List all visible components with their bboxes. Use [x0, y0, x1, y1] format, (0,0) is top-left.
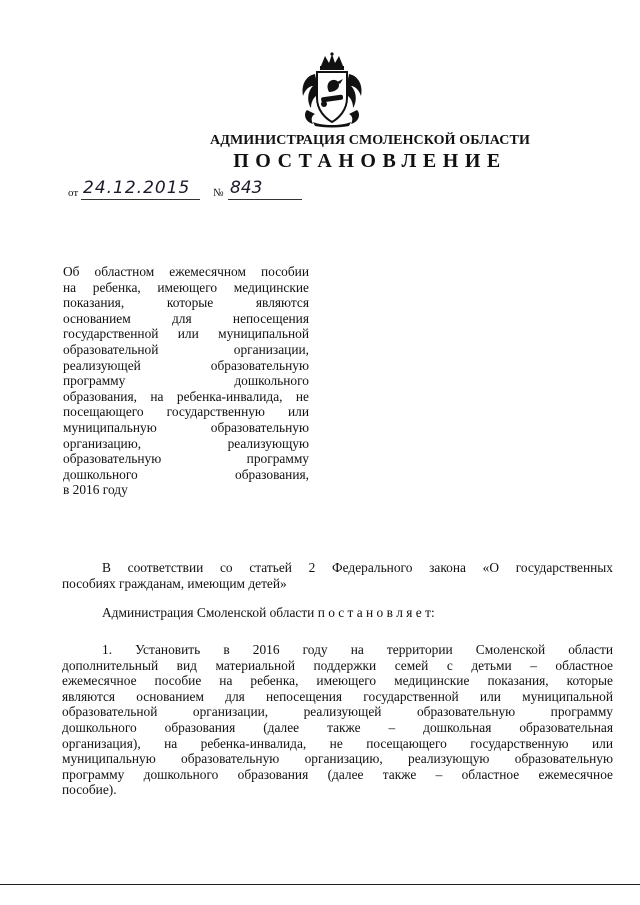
paragraph-line: 1. Установить в 2016 году на территории Смоленской области: [102, 642, 613, 657]
clause-1-paragraph: [62, 642, 613, 798]
organization-name: АДМИНИСТРАЦИЯ СМОЛЕНСКОЙ ОБЛАСТИ: [210, 133, 530, 148]
subject-line: программу дошкольного: [63, 373, 309, 389]
handwritten-date: 24.12.2015: [81, 177, 200, 200]
subject-line: посещающего государственную или: [63, 404, 309, 420]
paragraph-line: организация), на ребенка-инвалида, не посещающего государственную или: [62, 735, 613, 751]
subject-line: образования, на ребенка-инвалида, не: [63, 388, 309, 404]
number-label: №: [213, 187, 224, 199]
paragraph-line: дополнительный вид материальной поддержки семей с детьми – областное: [62, 657, 613, 673]
paragraph-line: пособиях гражданам, имеющим детей»: [62, 575, 287, 591]
subject-line: образовательной организации,: [63, 341, 309, 357]
paragraph-line: программу дошкольного образования (далее также – областное ежемесячное: [62, 766, 613, 782]
scan-edge-divider: [0, 884, 640, 885]
coat-of-arms-emblem: [299, 52, 365, 128]
document-type-title: ПОСТАНОВЛЕНИЕ: [233, 150, 507, 172]
paragraph-line: муниципальную образовательную организацию, реализующую образовательную: [62, 751, 613, 767]
subject-line: организацию, реализующую: [63, 435, 309, 451]
subject-line: образовательную программу: [63, 451, 309, 467]
date-prefix-label: от: [68, 187, 79, 199]
subject-line: дошкольного образования,: [63, 466, 309, 482]
document-subject: [63, 264, 309, 498]
date-number-line: [68, 177, 328, 205]
paragraph-line: В соответствии со статьей 2 Федерального закона «О государственных: [102, 560, 613, 575]
paragraph-line: образовательной организации, реализующей образовательную программу: [62, 704, 613, 720]
paragraph-line: являются основанием для непосещения государственной или муниципальной: [62, 688, 613, 704]
subject-line: в 2016 году: [63, 482, 128, 498]
subject-line: муниципальную образовательную: [63, 419, 309, 435]
paragraph-line: дошкольного образования (далее также – дошкольная образовательная: [62, 719, 613, 735]
subject-line: основанием для непосещения: [63, 310, 309, 326]
paragraph-line: ежемесячное пособие на ребенка, имеющего медицинские показания, которые: [62, 673, 613, 689]
subject-line: на ребенка, имеющего медицинские: [63, 279, 309, 295]
subject-line: Об областном ежемесячном пособии: [63, 264, 309, 279]
subject-line: реализующей образовательную: [63, 357, 309, 373]
subject-line: государственной или муниципальной: [63, 326, 309, 342]
resolution-statement: [102, 605, 613, 621]
subject-line: показания, которые являются: [63, 295, 309, 311]
preamble-paragraph: [62, 560, 613, 591]
handwritten-number: 843: [228, 177, 302, 200]
paragraph-line: Администрация Смоленской области п о с т а н о в л я е т:: [102, 605, 435, 620]
paragraph-line: пособие).: [62, 782, 117, 798]
